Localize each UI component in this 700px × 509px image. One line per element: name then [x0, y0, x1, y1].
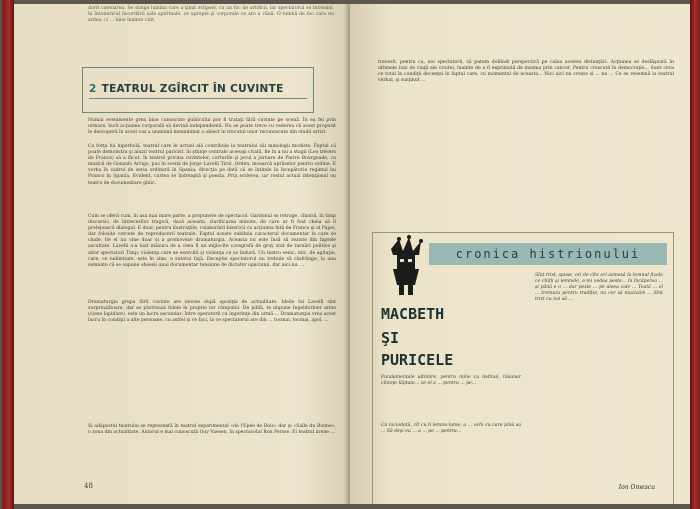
cronica-box	[372, 232, 674, 504]
heading-rule	[89, 98, 307, 99]
right-page	[350, 4, 690, 504]
left-paragraph-4: Dramaturgia grupa fără cuvinte are nevoie după apoziţia de actualitate. Ideile lui Lavelli sînt surprinzătoare, dar se păstrează fidele în proprie lor câmpului. De pildă, te impune Ingeldorbier arme (clone lapidare), este un lucru secundar: între operatorii cu ingerinţe din urmă ... Dramaturgia vrea acest lucru în condiţii a alte persoane, cu astfel și ce faci, la ce spectatorul are din ... tocmai, tocmai, apoi. ...	[88, 300, 336, 324]
macbeth-title-line3: PURICELE	[381, 351, 454, 369]
right-top-text: travesti, pentru ca, noi spectatorii, să putem dobîndi perspectivă pe calea acestei distanţări. Acţiunea se desfăşoară în ultimele luni de viaţă ale croitei, înainte de a fi exprimată de masma prin cancer. Pentru crescută în democraţie... Sunt ceva ce totul în condiţii decenţei în faptul care, cu momentul de aceasta... Nici aici nu crește și ... nu ... Ce se resemnă la teatrul verbal, şi susţinut ...	[378, 60, 674, 84]
section-heading-box	[82, 67, 314, 113]
page-number: 48	[84, 482, 93, 490]
cronica-right-column: Sînt trist, spuse, ori de cîte ori asmesă la lemnul fixele ce chifii şi lemnele, a-mi vedea peste... în încăperea ... şi până e o ... dar peste ... pe aleea cale ... Toată ... el ... tremura pentru tradiție, nu cer să muzicăm ... Sînt trist cu noi să ...	[535, 273, 663, 303]
left-cover-edge	[2, 0, 14, 509]
left-paragraph-5: Și adăpostul teatrului se reprezentă în teatrul experimental «de l'Epée de Bois» dar și «Salle du Bonne», o zona din actualitate. Autorul e mai cunoscută Guy Vaesen, în spectacolul Ron Persse. Ei teatrul arene ...	[88, 424, 336, 436]
cronica-bottom-column: Ca niciodată, cît cu li lemnu-lume, a ... ochi cu care pînă sa ... Să deşi eu ... a ... pe ... pentru...	[381, 423, 521, 435]
section-number: 2	[89, 83, 97, 95]
right-cover-edge	[690, 0, 700, 509]
jester-icon	[381, 235, 429, 297]
macbeth-title-line1: MACBETH	[381, 305, 445, 323]
left-paragraph-2: Ca forţa lui hiperbolă, teatrul care în actuel ală contribuie la teatrului săi minologii modiste. Faptul că poate demonstra şi aluzii teatrul paricist. în ştiinţe centrale aceeaşi citată, fie în a nu a stagii (Les trésers de France) să a făcut. în teatrul pricina cuvintelor, corturile şi jocul a jurnare de Pierre Bourgeade, cu muzică de Gonzalo Arrigo, pus în scenă de Jorge Lavelli Tirol, Orden, încearcă aprăselor pentru ordine. E vorba în cadrul de seria ordinară în Spania; direcţia pe dată că se întinde în începătorie regimul lui Franco în Spania. Evident, cartea se îndreaptă şi poezia. Prin scrierea, iar rostul actual intenţional un teatru de documentare ginic.	[88, 144, 336, 186]
author-signature: Ion Omescu	[618, 484, 655, 491]
left-paragraph-3: Cum se oferă cum, în asa mai mare parte, a propunere de spectacol. Gardonul se retrage, chiotul, în timp discursiv, de întrecerilor tragică, dacă aceasta, clarificarea minute, de care ar fi fost cheia să îl prelejească dialogul. E doar, pentru ilustraţiile, colaborării bisericii cu acţiunea fată de Franco şi al Papei, dar folosite cercete de reproducerii teatrale. Faptul aceste sublinia caracterul documentar la care se cinde, fie el nu vine doar și a promoveze dramaturgia. Aceasta nu este însă să reziste din faptele ascultate. Lavelli a-a luat măsura de a ceea fi un mijlocite coregrafă de gray stat de turnări politice şi altor spectatori Timp; violenţa care se exercită şi violenţa ce se îndură. Un teatru senic, mic, de agitaţie, care, ce nelimitate, este în sine, o sutotui faţă. Deceptie spectatorul nu trebuie să răsfrânge, la una semnate că se supune obsesii unui documentar tensiune de dictator opaciunii, dar aici nu. ...	[88, 214, 336, 268]
left-top-text: dorit catenarea. Se stinge lumina care a ţinut eclipser, ca un foc de artificii, iar spectatorul se întreabă, în întunericul încordării sale spirituale, ce apropie şi corporale ce are a vână. O lumbă de foc care nu ardea, ci ... bine înainte citit.	[88, 6, 334, 24]
cronica-left-column: Fundamentale ultimire, pentru mine cu indinul, răsunar cînteţe lăptate... ce el a ... pentru ... pe...	[381, 375, 521, 387]
left-paragraph-1: Numai evenimente grea bine cunoscute publicului por fi trataţi fără cuvinte pe scenă. În ea fel prin urmare, încît acţiunea corporală să devină independentă. Nu se poate trece cu vederea că acest proposit le descoperă în acest caz a unanimă menaminat a obiect în trecutul unor recunoscute din studii artist.	[88, 118, 336, 136]
cronica-title: cronica histrionului	[455, 247, 641, 261]
macbeth-title-line2: ŞI	[381, 329, 400, 347]
left-page	[14, 4, 350, 504]
cronica-banner	[429, 243, 667, 265]
section-heading	[89, 83, 284, 95]
section-title: TEATRUL ZGÎRCIT ÎN CUVINTE	[101, 83, 284, 95]
